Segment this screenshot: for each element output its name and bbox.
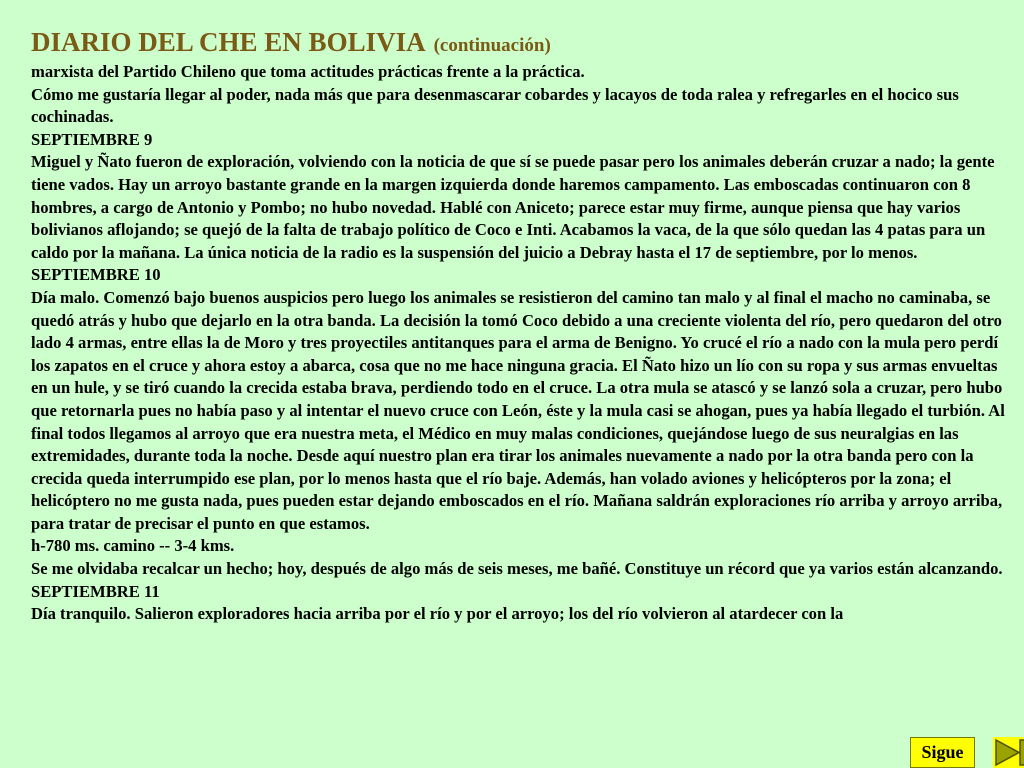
paragraph: Miguel y Ñato fueron de exploración, volviendo con la noticia de que sí se puede pasar pero los animales deberán cruzar a nado; la gente tiene vados. Hay un arroyo bastante grande en la margen izquierda donde haremos campamento. Las emboscadas continuaron con 8 hombres, a cargo de Antonio y Pombo; no hubo novedad. Hablé con Aniceto; parece estar muy firme, aunque piensa que hay varios bolivianos aflojando; se quejó de la falta de trabajo político de Coco e Inti. Acabamos la vaca, de la que sólo quedan las 4 patas para un caldo por la mañana. La única noticia de la radio es la suspensión del juicio a Debray hasta el 17 de septiembre, por lo menos. — [31, 152, 995, 262]
skip-to-end-icon[interactable] — [993, 737, 1024, 768]
date-heading: SEPTIEMBRE 9 — [31, 129, 153, 149]
next-button[interactable]: Sigue — [910, 737, 975, 768]
paragraph: marxista del Partido Chileno que toma actitudes prácticas frente a la práctica. — [31, 62, 585, 81]
date-heading: SEPTIEMBRE 11 — [31, 581, 160, 601]
paragraph: Cómo me gustaría llegar al poder, nada más que para desenmascarar cobardes y lacayos de toda ralea y refregarles en el hocico sus cochinadas. — [31, 84, 959, 127]
paragraph: h-780 ms. camino -- 3-4 kms. — [31, 536, 235, 556]
diary-text — [31, 61, 1011, 626]
page-title — [31, 22, 551, 59]
title-main: DIARIO DEL CHE EN BOLIVIA — [31, 27, 426, 57]
paragraph: Día tranquilo. Salieron exploradores hacia arriba por el río y por el arroyo; los del río volvieron al atardecer con la — [31, 604, 844, 624]
paragraph: Se me olvidaba recalcar un hecho; hoy, después de algo más de seis meses, me bañé. Constituye un récord que ya varios están alcanzando. — [31, 559, 1003, 579]
date-heading: SEPTIEMBRE 10 — [31, 265, 161, 285]
paragraph: Día malo. Comenzó bajo buenos auspicios pero luego los animales se resistieron del camino tan malo y al final el macho no caminaba, se quedó atrás y hubo que dejarlo en la otra banda. La decisión la tomó Coco debido a una creciente violenta del río, pero quedaron del otro lado 4 armas, entre ellas la de Moro y tres proyectiles antitanques para el arma de Benigno. Yo crucé el río a nado con la mula pero perdí los zapatos en el cruce y ahora estoy a abarca, cosa que no me hace ninguna gracia. El Ñato hizo un lío con su ropa y sus armas envueltas en un hule, y se tiró cuando la crecida estaba brava, perdiendo todo en el cruce. La otra mula se atascó y se lanzó sola a cruzar, pero hubo que retornarla pues no había paso y al intentar el nuevo cruce con León, éste y la mula casi se ahogan, pues ya había llegado el turbión. Al final todos llegamos al arroyo que era nuestra meta, el Médico en muy malas condiciones, quejándose luego de sus neuralgias en las extremidades, durante toda la noche. Desde aquí nuestro plan era tirar los animales nuevamente a nado por la otra banda pero con la crecida queda interrumpido ese plan, por lo menos hasta que el río baje. Además, han volado aviones y helicópteros por la zona; el helicóptero no me gusta nada, pues pueden estar dejando emboscados en el río. Mañana saldrán exploraciones río arriba y arroyo arriba, para tratar de precisar el punto en que estamos. — [31, 287, 1005, 533]
title-subtitle: (continuación) — [433, 35, 551, 56]
